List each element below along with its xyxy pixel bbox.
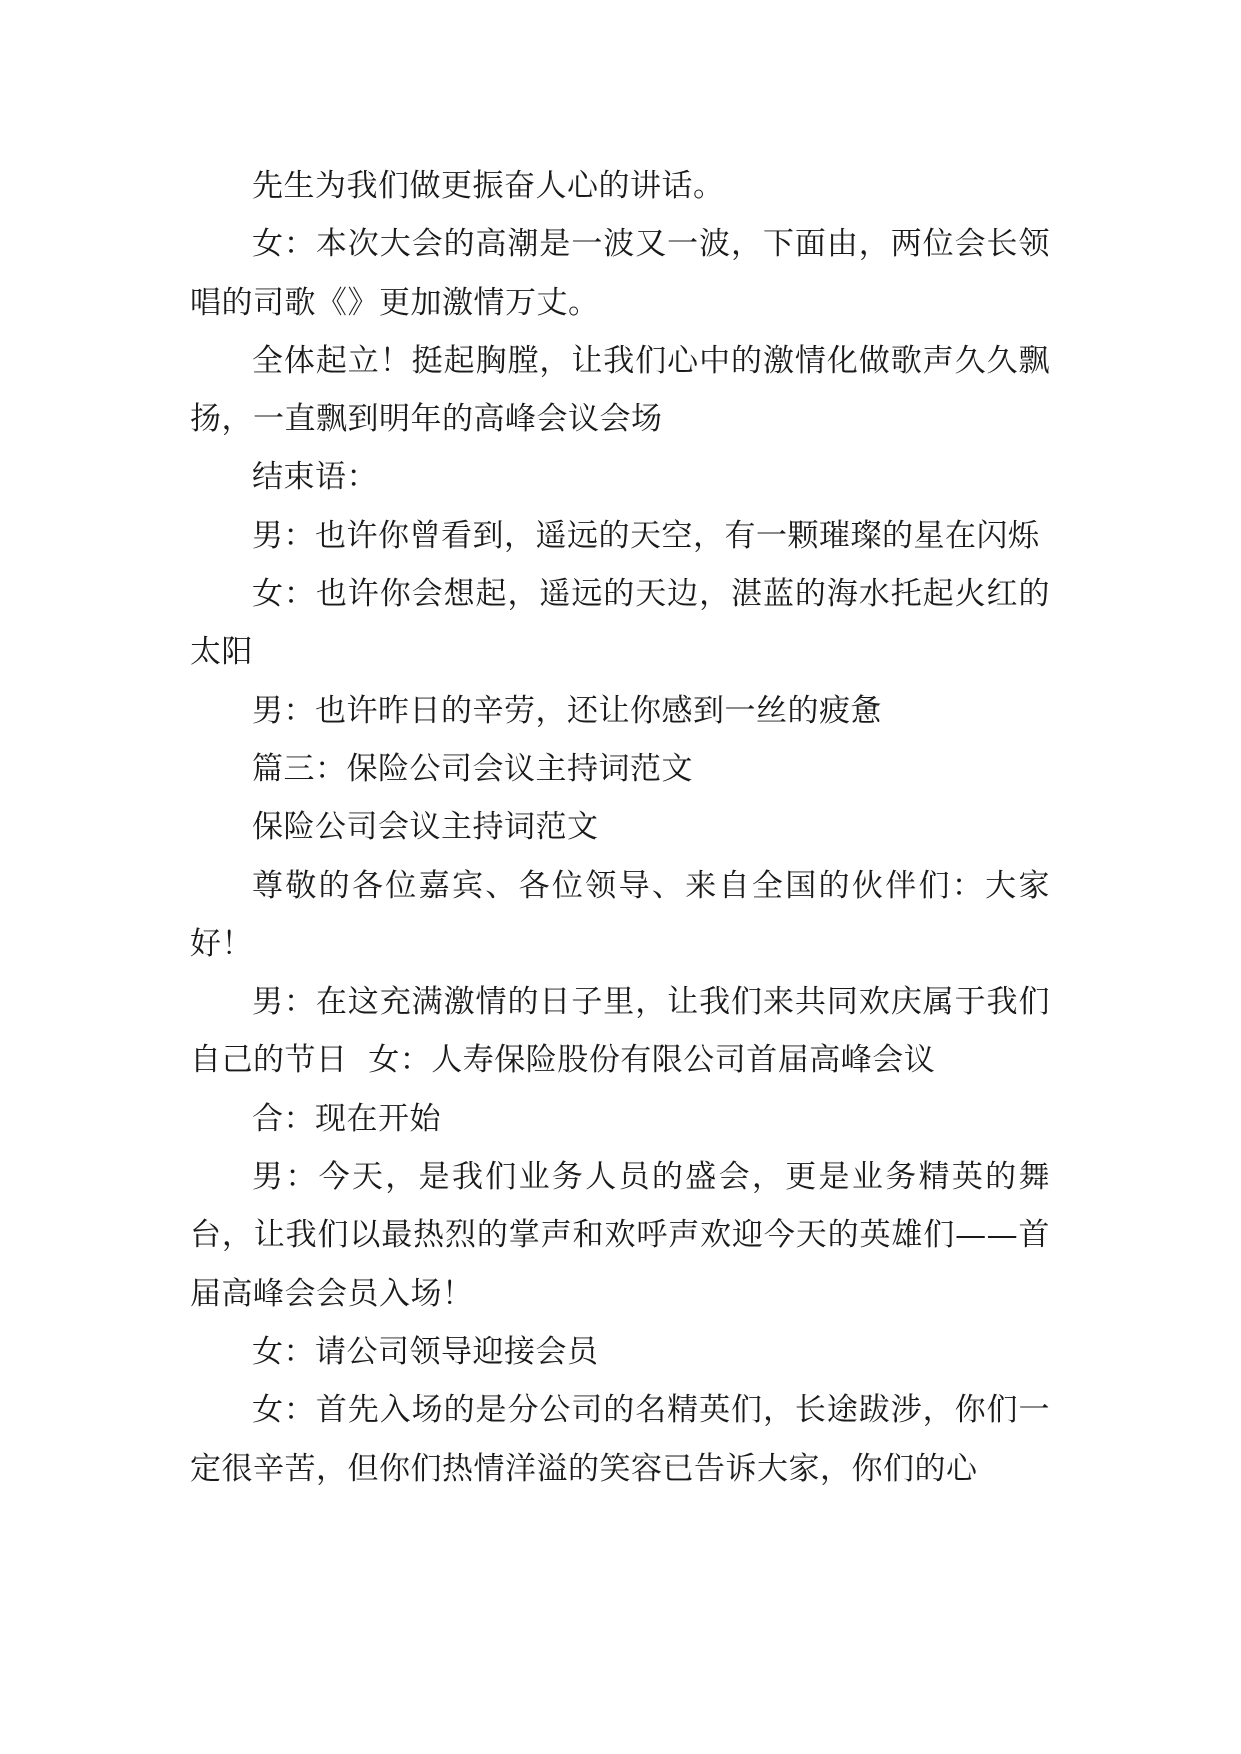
paragraph-14: 女：请公司领导迎接会员 bbox=[252, 1333, 599, 1370]
paragraph-11: 男：在这充满激情的日子里，让我们来共同欢庆属于我们自己的节日 女：人寿保险股份有限公司首届高峰会议 bbox=[190, 984, 1050, 1079]
paragraph-13: 男：今天，是我们业务人员的盛会，更是业务精英的舞台，让我们以最热烈的掌声和欢呼声欢迎今天的英雄们——首届高峰会会员入场！ bbox=[190, 1159, 1050, 1312]
section-heading: 篇三：保险公司会议主持词范文 bbox=[252, 750, 693, 787]
paragraph-10: 尊敬的各位嘉宾、各位领导、来自全国的伙伴们：大家好！ bbox=[190, 867, 1050, 962]
document-body bbox=[190, 157, 1050, 1498]
paragraph-6: 女：也许你会想起，遥远的天边，湛蓝的海水托起火红的太阳 bbox=[190, 576, 1050, 671]
paragraph-2: 女：本次大会的高潮是一波又一波，下面由，两位会长领唱的司歌《》更加激情万丈。 bbox=[190, 226, 1050, 321]
paragraph-12: 合：现在开始 bbox=[252, 1100, 441, 1137]
paragraph-1: 先生为我们做更振奋人心的讲话。 bbox=[252, 168, 725, 204]
paragraph-3: 全体起立！挺起胸膛，让我们心中的激情化做歌声久久飘扬，一直飘到明年的高峰会议会场 bbox=[190, 342, 1050, 438]
paragraph-5: 男：也许你曾看到，遥远的天空，有一颗璀璨的星在闪烁 bbox=[252, 517, 1040, 554]
paragraph-7: 男：也许昨日的辛劳，还让你感到一丝的疲惫 bbox=[252, 692, 882, 729]
section-title: 保险公司会议主持词范文 bbox=[252, 809, 599, 846]
paragraph-4: 结束语： bbox=[252, 459, 378, 496]
paragraph-15: 女：首先入场的是分公司的名精英们，长途跋涉，你们一定很辛苦，但你们热情洋溢的笑容已告诉大家，你们的心 bbox=[190, 1392, 1050, 1487]
